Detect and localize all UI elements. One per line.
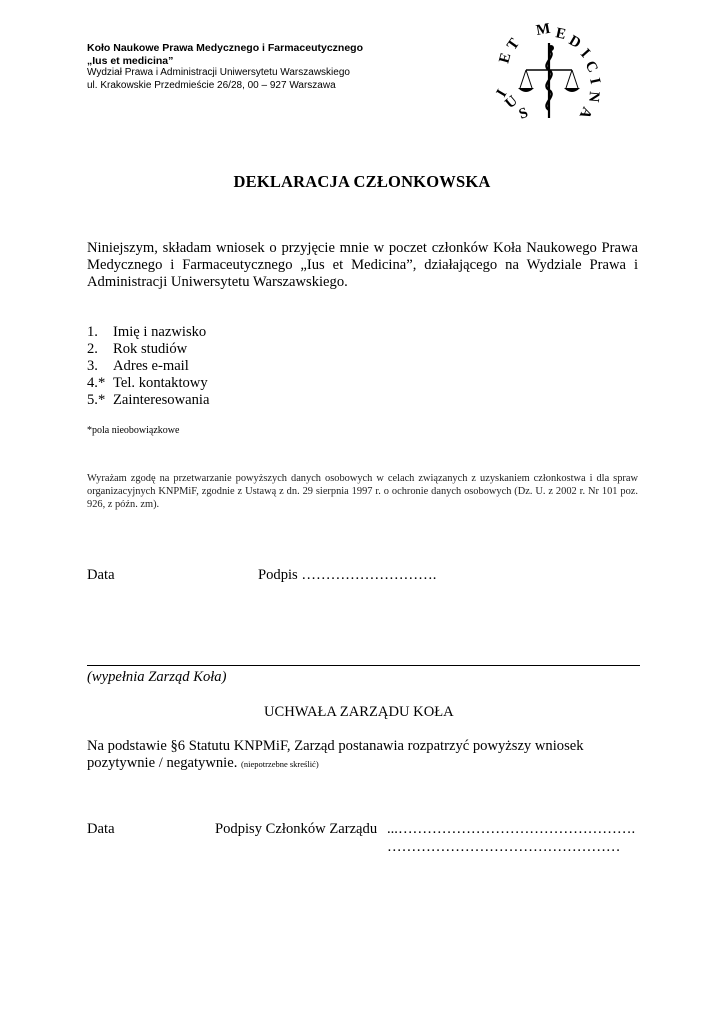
list-item: 1. Imię i nazwisko [87,324,207,340]
board-heading: UCHWAŁA ZARZĄDU KOŁA [264,704,454,720]
org-motto: „Ius et medicina” [87,54,174,67]
consent-paragraph: Wyrażam zgodę na przetwarzanie powyższych danych osobowych w celach związanych z uzyskaniem członkostwa i dla spraw organizacyjnych KNPMiF, zgodnie z Ustawą z dn. 29 sierpnia 1997 r. o ochronie danych osobowych (Dz. U. z 2002 r. Nr 101 poz. 926, z późn. zm). [87,473,638,510]
section-divider [87,665,640,666]
svg-text:N: N [585,90,602,103]
signature-field: Podpis ………………………. [258,567,437,583]
svg-text:D: D [566,32,584,52]
svg-text:E: E [554,25,568,43]
list-item: 3. Adres e-mail [87,358,189,374]
strike-note: (niepotrzebne skreślić) [241,759,319,769]
org-logo [494,18,604,130]
board-signatures-line-2: ………………………………………… [387,839,621,855]
optional-note: *pola nieobowiązkowe [87,425,180,436]
board-decision [87,738,647,773]
board-date-label: Data [87,821,115,837]
board-signatures-label: Podpisy Członków Zarządu [215,821,378,837]
list-item: 5.* Zainteresowania [87,392,210,408]
logo-emblem [494,18,604,130]
document-title: DEKLARACJA CZŁONKOWSKA [233,172,491,191]
date-label: Data [87,567,115,583]
decision-line-1: Na podstawie §6 Statutu KNPMiF, Zarząd postanawia rozpatrzyć powyższy wniosek [87,738,584,754]
svg-text:E: E [496,51,515,66]
org-faculty: Wydział Prawa i Administracji Uniwersytetu Warszawskiego [87,67,350,78]
org-address: ul. Krakowskie Przedmieście 26/28, 00 – 927 Warszawa [87,79,336,91]
board-fill-note: (wypełnia Zarząd Koła) [87,669,227,685]
svg-text:I: I [586,76,603,86]
list-item: 2. Rok studiów [87,341,188,357]
org-name: Koło Naukowe Prawa Medycznego i Farmaceutycznego [87,42,363,54]
svg-text:A: A [575,104,595,121]
board-signatures-line-1: ...…………………………………………. [387,821,636,837]
svg-text:T: T [504,35,524,54]
fields-list [87,324,387,409]
org-header [87,42,467,92]
svg-text:M: M [534,20,552,39]
list-item: 4.* Tel. kontaktowy [87,375,208,391]
svg-text:C: C [581,58,601,76]
svg-text:I: I [577,45,593,62]
decision-line-2: pozytywnie / negatywnie. (niepotrzebne skreślić) [87,755,319,771]
intro-paragraph: Niniejszym, składam wniosek o przyjęcie mnie w poczet członków Koła Naukowego Prawa Medycznego i Farmaceutycznego „Ius et Medicina”, działającego na Wydziale Prawa i Administracji Uniwersytetu Warszawskiego. [87,240,638,290]
svg-text:I: I [494,86,511,100]
svg-text:U: U [502,92,521,113]
svg-text:S: S [516,104,531,123]
